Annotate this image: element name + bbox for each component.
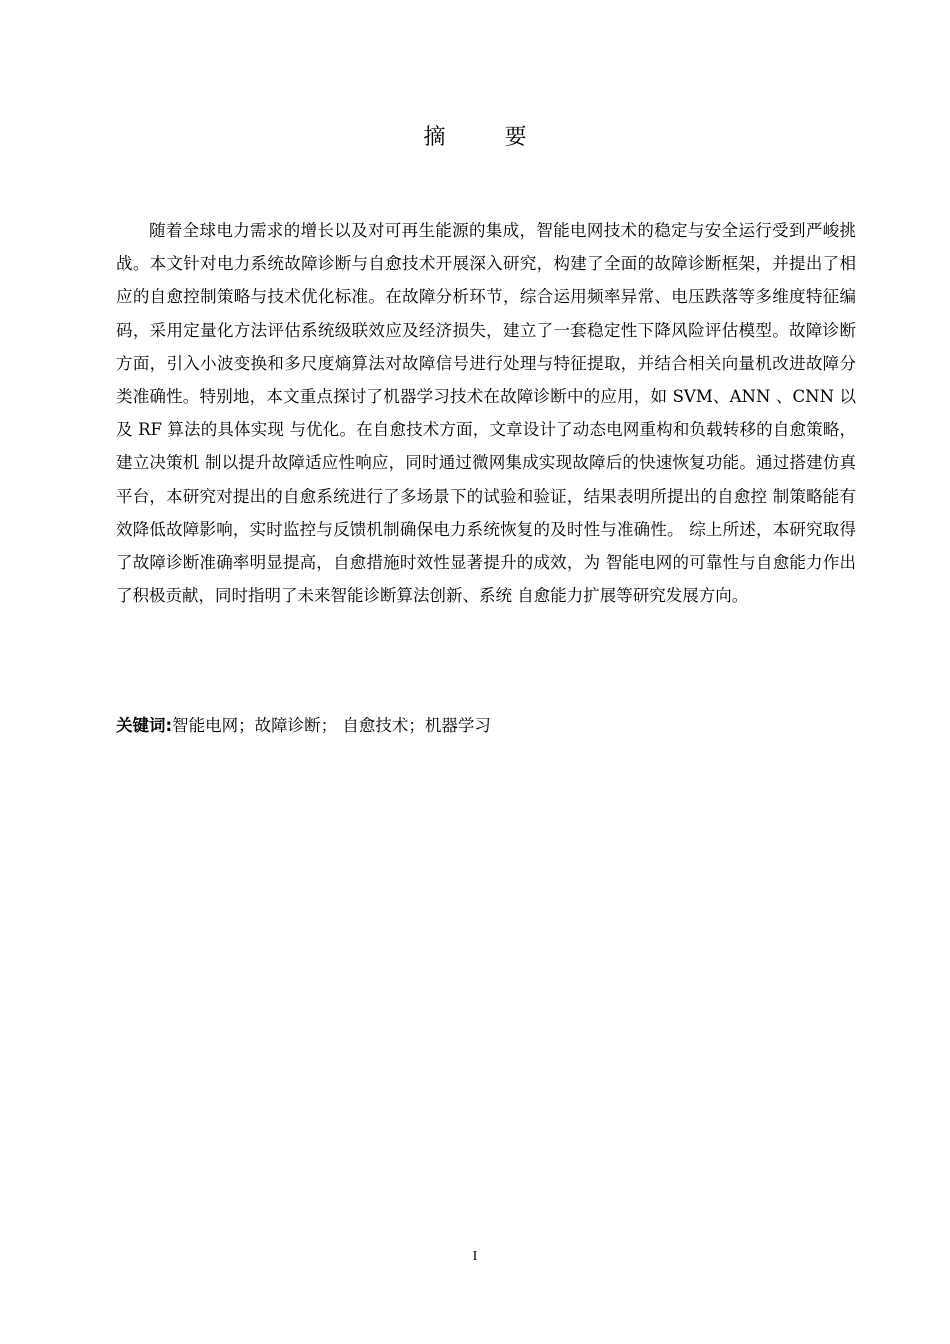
keywords-line	[116, 711, 856, 741]
keywords-text: 智能电网；故障诊断； 自愈技术；机器学习	[172, 716, 491, 735]
abstract-body: 随着全球电力需求的增长以及对可再生能源的集成，智能电网技术的稳定与安全运行受到严峻挑战。本文针对电力系统故障诊断与自愈技术开展深入研究，构建了全面的故障诊断框架，并提出了相应的自愈控制策略与技术优化标准。在故障分析环节，综合运用频率异常、电压跌落等多维度特征编码，采用定量化方法评估系统级联效应及经济损失，建立了一套稳定性下降风险评估模型。故障诊断方面，引入小波变换和多尺度熵算法对故障信号进行处理与特征提取，并结合相关向量机改进故障分类准确性。特别地，本文重点探讨了机器学习技术在故障诊断中的应用，如 SVM、ANN 、CNN 以及 RF 算法的具体实现 与优化。在自愈技术方面，文章设计了动态电网重构和负载转移的自愈策略，建立决策机 制以提升故障适应性响应，同时通过微网集成实现故障后的快速恢复功能。通过搭建仿真 平台，本研究对提出的自愈系统进行了多场景下的试验和验证，结果表明所提出的自愈控 制策略能有效降低故障影响，实时监控与反馈机制确保电力系统恢复的及时性与准确性。 综上所述，本研究取得了故障诊断准确率明显提高，自愈措施时效性显著提升的成效，为 智能电网的可靠性与自愈能力作出了积极贡献，同时指明了未来智能诊断算法创新、系统 自愈能力扩展等研究发展方向。	[116, 221, 856, 606]
page-title: 摘 要	[423, 125, 553, 150]
page-number: I	[472, 1249, 478, 1264]
keywords-label: 关键词:	[116, 716, 173, 735]
